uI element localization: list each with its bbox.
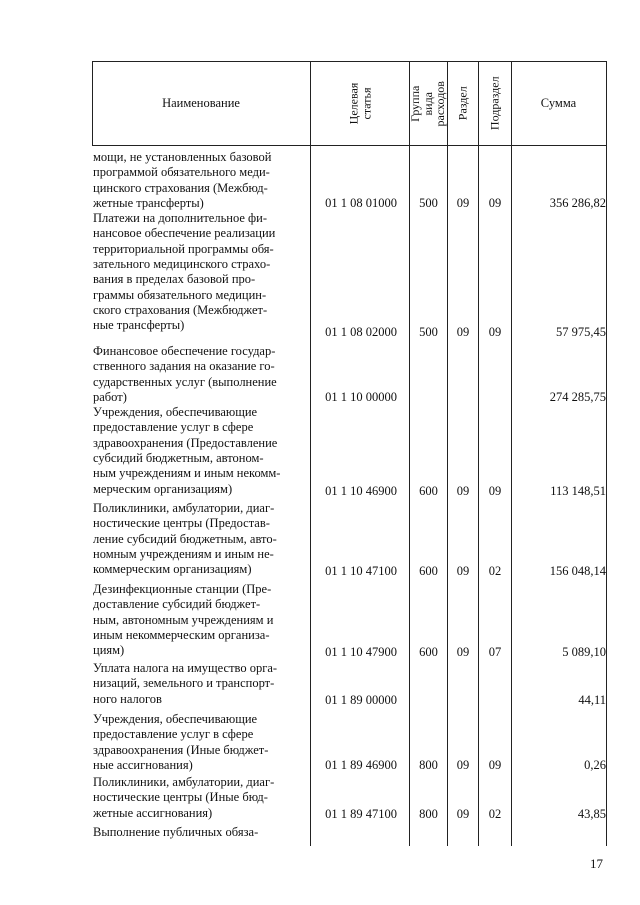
row-name-line: Выполнение публичных обяза-: [93, 825, 259, 839]
row-name-line: Учреждения, обеспечивающие: [93, 712, 258, 726]
row-name-line: ным учреждениям и иным некомм-: [93, 466, 281, 481]
row-code: 01 1 10 00000: [325, 389, 397, 404]
row-name-line: Поликлиники, амбулатории, диаг-: [93, 775, 275, 789]
row-section: 09: [456, 483, 470, 498]
table-row: [0, 661, 640, 708]
row-name: [93, 211, 307, 334]
table-row: [0, 405, 640, 499]
row-name-line: ностические центры (Предостав-: [93, 516, 270, 531]
row-name-line: жетные трансферты): [93, 196, 204, 211]
row-sum: 57 975,45: [556, 324, 606, 339]
row-name: [93, 775, 307, 821]
row-section: 09: [456, 757, 470, 772]
row-sum: 274 285,75: [549, 389, 606, 404]
row-section: 09: [456, 563, 470, 578]
row-code: 01 1 89 47100: [325, 806, 397, 821]
row-section: 09: [456, 195, 470, 210]
row-name-line: Платежи на дополнительное фи-: [93, 211, 267, 225]
row-code: 01 1 08 01000: [325, 195, 397, 210]
row-name-line: ным, автономным учреждениям и: [93, 612, 274, 627]
row-name: [93, 825, 307, 840]
table-row: [0, 712, 640, 773]
row-name: [93, 405, 307, 497]
row-name: [93, 712, 307, 773]
row-code: 01 1 10 46900: [325, 483, 397, 498]
row-section: 09: [456, 324, 470, 339]
row-code: 01 1 08 02000: [325, 324, 397, 339]
row-subsection: 09: [488, 324, 502, 339]
row-code: 01 1 89 46900: [325, 757, 397, 772]
row-name-line: здравоохранения (Предоставление: [93, 435, 278, 450]
row-group: 600: [419, 644, 438, 659]
row-name: [93, 661, 307, 707]
row-sum: 156 048,14: [549, 563, 606, 578]
page-number: 17: [590, 856, 603, 871]
row-name: [93, 501, 307, 578]
row-name-line: нансовое обеспечение реализации: [93, 226, 276, 241]
row-name-line: граммы обязательного медицин-: [93, 287, 267, 302]
header-subsection: Подраздел: [487, 76, 502, 131]
row-code: 01 1 10 47100: [325, 563, 397, 578]
row-sum: 113 148,51: [550, 483, 606, 498]
row-name-line: доставление субсидий бюджет-: [93, 597, 261, 612]
row-subsection: 02: [488, 563, 502, 578]
row-name-line: жетные ассигнования): [93, 805, 213, 820]
table-row: [0, 501, 640, 579]
row-group: 500: [419, 195, 438, 210]
row-subsection: 02: [488, 806, 502, 821]
row-name-line: предоставление услуг в сфере: [93, 727, 254, 742]
table-row: [0, 775, 640, 822]
row-name-line: территориальной программы обя-: [93, 241, 274, 256]
row-name-line: иным некоммерческим организа-: [93, 628, 270, 643]
row-name-line: мерческим организациям): [93, 481, 233, 496]
row-name-line: субсидий бюджетным, автоном-: [93, 451, 264, 466]
row-subsection: 09: [488, 757, 502, 772]
header-expense-group: Группа вида расходов: [408, 80, 448, 127]
row-subsection: 07: [488, 644, 502, 659]
row-name-line: ление субсидий бюджетным, авто-: [93, 531, 277, 546]
header-sum: Сумма: [540, 96, 577, 110]
row-name-line: работ): [93, 390, 127, 405]
row-name-line: коммерческим организациям): [93, 562, 252, 577]
row-name-line: зательного медицинского страхо-: [93, 257, 271, 272]
row-name-line: вания в пределах базовой про-: [93, 272, 256, 287]
table-row: [0, 344, 640, 405]
row-name-line: программой обязательного меди-: [93, 165, 270, 180]
row-name-line: ные ассигнования): [93, 758, 193, 773]
row-section: 09: [456, 806, 470, 821]
row-name: [93, 344, 307, 405]
row-name-line: мощи, не установленных базовой: [93, 150, 272, 164]
row-name-line: ностические центры (Иные бюд-: [93, 790, 268, 805]
row-code: 01 1 89 00000: [325, 692, 397, 707]
row-name-line: низаций, земельного и транспорт-: [93, 676, 275, 691]
row-name-line: ственного задания на оказание го-: [93, 359, 275, 374]
row-sum: 0,26: [584, 757, 606, 772]
header-target-article: Целевая статья: [346, 82, 373, 125]
row-sum: 5 089,10: [562, 644, 606, 659]
row-name-line: Уплата налога на имущество орга-: [93, 661, 278, 675]
row-name-line: Дезинфекционные станции (Пре-: [93, 582, 272, 596]
row-name-line: здравоохранения (Иные бюджет-: [93, 742, 269, 757]
row-name-line: ные трансферты): [93, 318, 185, 333]
row-name-line: Поликлиники, амбулатории, диаг-: [93, 501, 275, 515]
row-sum: 356 286,82: [549, 195, 606, 210]
row-name-line: ского страхования (Межбюджет-: [93, 303, 268, 318]
row-sum: 43,85: [577, 806, 606, 821]
row-name-line: цинского страхования (Межбюд-: [93, 180, 268, 195]
row-group: 800: [419, 806, 438, 821]
table-header-bottom-border: [92, 145, 607, 146]
row-name-line: ного налогов: [93, 691, 162, 706]
row-name: [93, 150, 307, 211]
row-name-line: предоставление услуг в сфере: [93, 420, 254, 435]
table-row: [0, 150, 640, 211]
header-name: Наименование: [162, 96, 240, 110]
row-sum: 44,11: [578, 692, 606, 707]
row-group: 800: [419, 757, 438, 772]
row-name-line: циям): [93, 643, 125, 658]
table-row: [0, 211, 640, 340]
row-group: 600: [419, 483, 438, 498]
row-subsection: 09: [488, 483, 502, 498]
header-section: Раздел: [455, 86, 470, 121]
row-code: 01 1 10 47900: [325, 644, 397, 659]
row-name-line: Финансовое обеспечение государ-: [93, 344, 276, 358]
row-name-line: Учреждения, обеспечивающие: [93, 405, 258, 419]
row-group: 600: [419, 563, 438, 578]
table-row: [0, 825, 640, 841]
table-row: [0, 582, 640, 660]
row-name: [93, 582, 307, 659]
row-group: 500: [419, 324, 438, 339]
row-section: 09: [456, 644, 470, 659]
row-name-line: номным учреждениям и иным не-: [93, 547, 274, 562]
row-subsection: 09: [488, 195, 502, 210]
row-name-line: сударственных услуг (выполнение: [93, 374, 277, 389]
